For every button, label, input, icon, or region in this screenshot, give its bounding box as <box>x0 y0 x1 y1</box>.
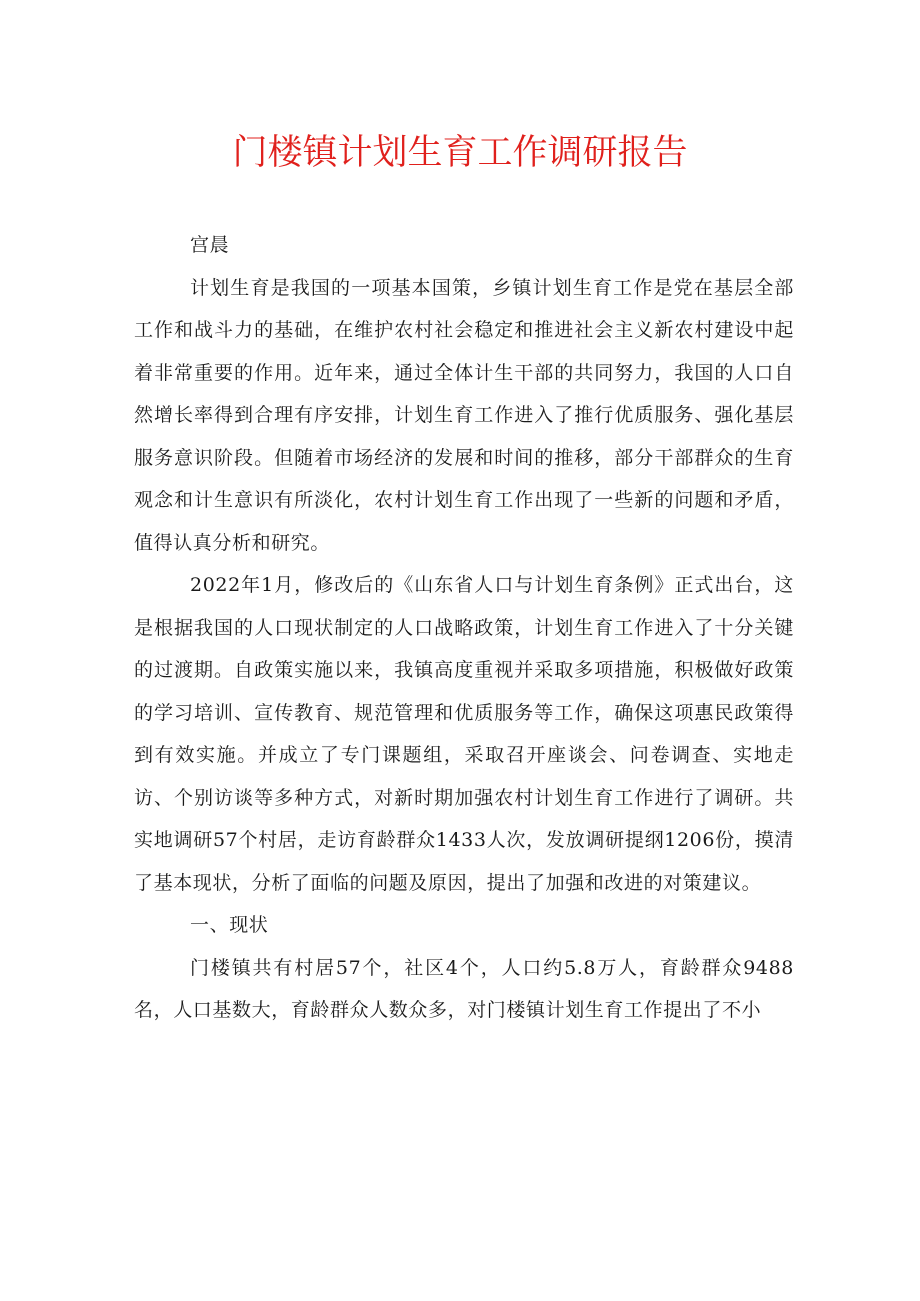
paragraph-policy: 2022年1月，修改后的《山东省人口与计划生育条例》正式出台，这是根据我国的人口现状制定的人口战略政策，计划生育工作进入了十分关键的过渡期。自政策实施以来，我镇高度重视并采取多项措施，积极做好政策的学习培训、宣传教育、规范管理和优质服务等工作，确保这项惠民政策得到有效实施。并成立了专门课题组，采取召开座谈会、问卷调查、实地走访、个别访谈等多种方式，对新时期加强农村计划生育工作进行了调研。共实地调研57个村居，走访育龄群众1433人次，发放调研提纲1206份，摸清了基本现状，分析了面临的问题及原因，提出了加强和改进的对策建议。 <box>134 574 794 894</box>
paragraph-intro: 计划生育是我国的一项基本国策，乡镇计划生育工作是党在基层全部工作和战斗力的基础，在维护农村社会稳定和推进社会主义新农村建设中起着非常重要的作用。近年来，通过全体计生干部的共同努力，我国的人口自然增长率得到合理有序安排，计划生育工作进入了推行优质服务、强化基层服务意识阶段。但随着市场经济的发展和时间的推移，部分干部群众的生育观念和计生意识有所淡化，农村计划生育工作出现了一些新的问题和矛盾，值得认真分析和研究。 <box>134 276 794 554</box>
author-name: 宫晨 <box>190 234 230 256</box>
section-heading: 一、现状 <box>190 914 269 936</box>
document-title: 门楼镇计划生育工作调研报告 <box>232 133 688 173</box>
document-body <box>134 224 794 1032</box>
paragraph-status: 门楼镇共有村居57个，社区4个，人口约5.8万人，育龄群众9488名，人口基数大，育龄群众人数众多，对门楼镇计划生育工作提出了不小 <box>134 956 794 1021</box>
